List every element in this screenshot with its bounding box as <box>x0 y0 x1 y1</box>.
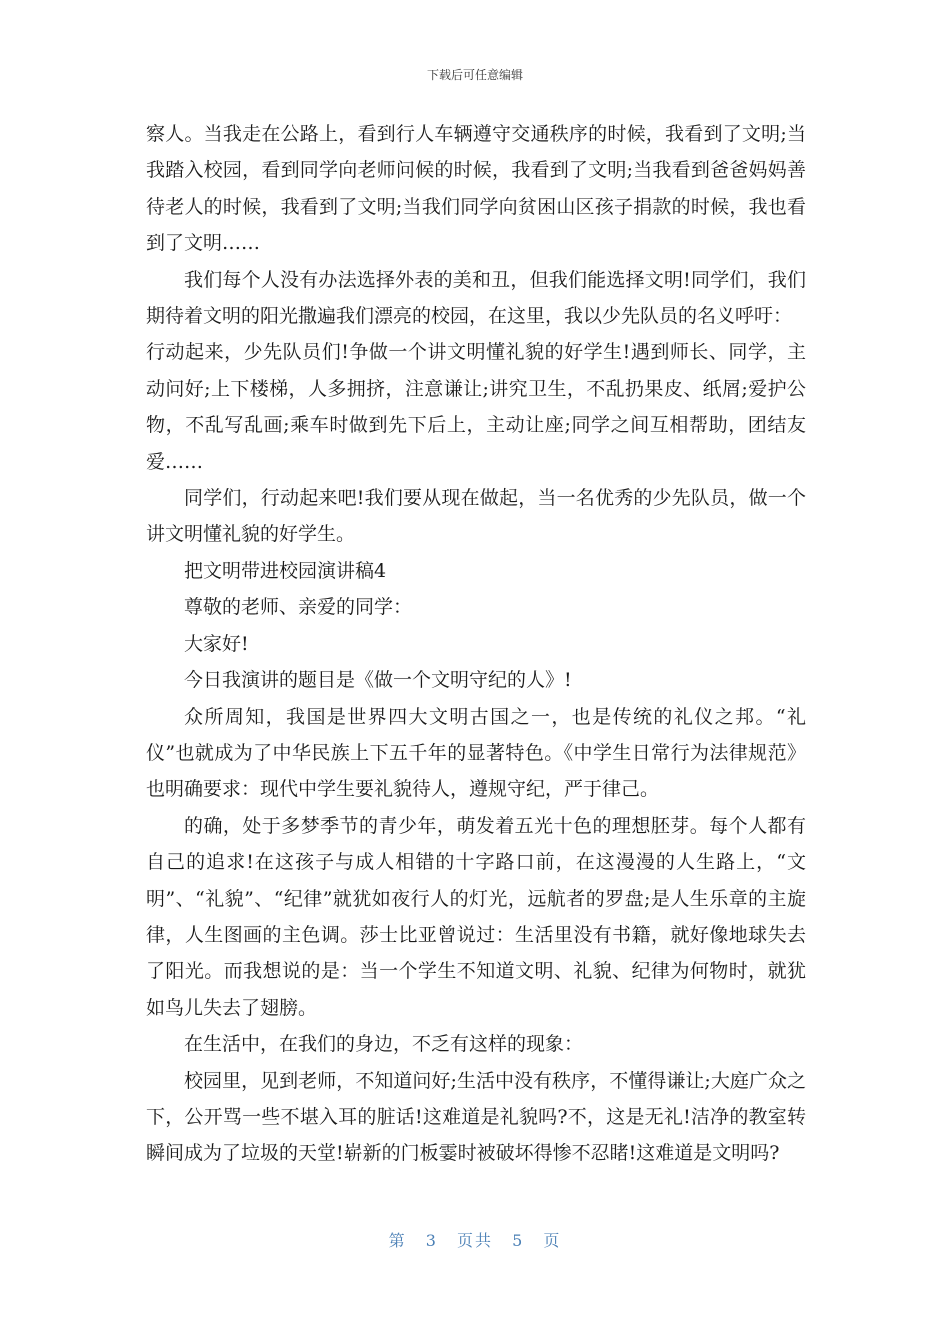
paragraph: 行动起来，少先队员们!争做一个讲文明懂礼貌的好学生!遇到师长、同学，主动问好;上下楼梯，人多拥挤，注意谦让;讲究卫生，不乱扔果皮、纸屑;爱护公物，不乱写乱画;乘车时做到先下后上，主动让座;同学之间互相帮助，团结友爱…… <box>146 341 806 473</box>
document-body <box>146 116 806 1172</box>
paragraph: 校园里，见到老师，不知道问好;生活中没有秩序，不懂得谦让;大庭广众之下，公开骂一些不堪入耳的脏话!这难道是礼貌吗?不，这是无礼!洁净的教室转瞬间成为了垃圾的天堂!崭新的门板霎时被破坏得惨不忍睹!这难道是文明吗? <box>146 1069 806 1165</box>
greeting: 大家好! <box>184 632 249 655</box>
paragraph: 的确，处于多梦季节的青少年，萌发着五光十色的理想胚芽。每个人都有自己的追求!在这孩子与成人相错的十字路口前，在这漫漫的人生路上，“文明”、“礼貌”、“纪律”就犹如夜行人的灯光，远航者的罗盘;是人生乐章的主旋律，人生图画的主色调。莎士比亚曾说过：生活里没有书籍，就好像地球失去了阳光。而我想说的是：当一个学生不知道文明、礼貌、纪律为何物时，就犹如鸟儿失去了翅膀。 <box>146 814 806 1019</box>
salutation: 尊敬的老师、亲爱的同学： <box>184 596 413 619</box>
paragraph: 今日我演讲的题目是《做一个文明守纪的人》! <box>184 669 572 692</box>
paragraph: 察人。当我走在公路上，看到行人车辆遵守交通秩序的时候，我看到了文明;当我踏入校园，看到同学向老师问候的时候，我看到了文明;当我看到爸爸妈妈善待老人的时候，我看到了文明;当我们同学向贫困山区孩子捐款的时候，我也看到了文明…… <box>146 123 806 255</box>
header-note: 下载后可任意编辑 <box>426 68 523 82</box>
paragraph: 众所周知，我国是世界四大文明古国之一，也是传统的礼仪之邦。“礼仪”也就成为了中华民族上下五千年的显著特色。《中学生日常行为法律规范》也明确要求：现代中学生要礼貌待人，遵规守纪，严于律己。 <box>146 705 806 801</box>
paragraph: 在生活中，在我们的身边，不乏有这样的现象： <box>184 1033 584 1056</box>
section-title: 把文明带进校园演讲稿4 <box>184 559 387 582</box>
paragraph: 我们每个人没有办法选择外表的美和丑，但我们能选择文明!同学们，我们期待着文明的阳光撒遍我们漂亮的校园，在这里，我以少先队员的名义呼吁： <box>146 268 806 328</box>
page-number-footer: 第 3 页共 5 页 <box>388 1231 562 1250</box>
paragraph: 同学们，行动起来吧!我们要从现在做起，当一名优秀的少先队员，做一个讲文明懂礼貌的好学生。 <box>146 487 806 546</box>
